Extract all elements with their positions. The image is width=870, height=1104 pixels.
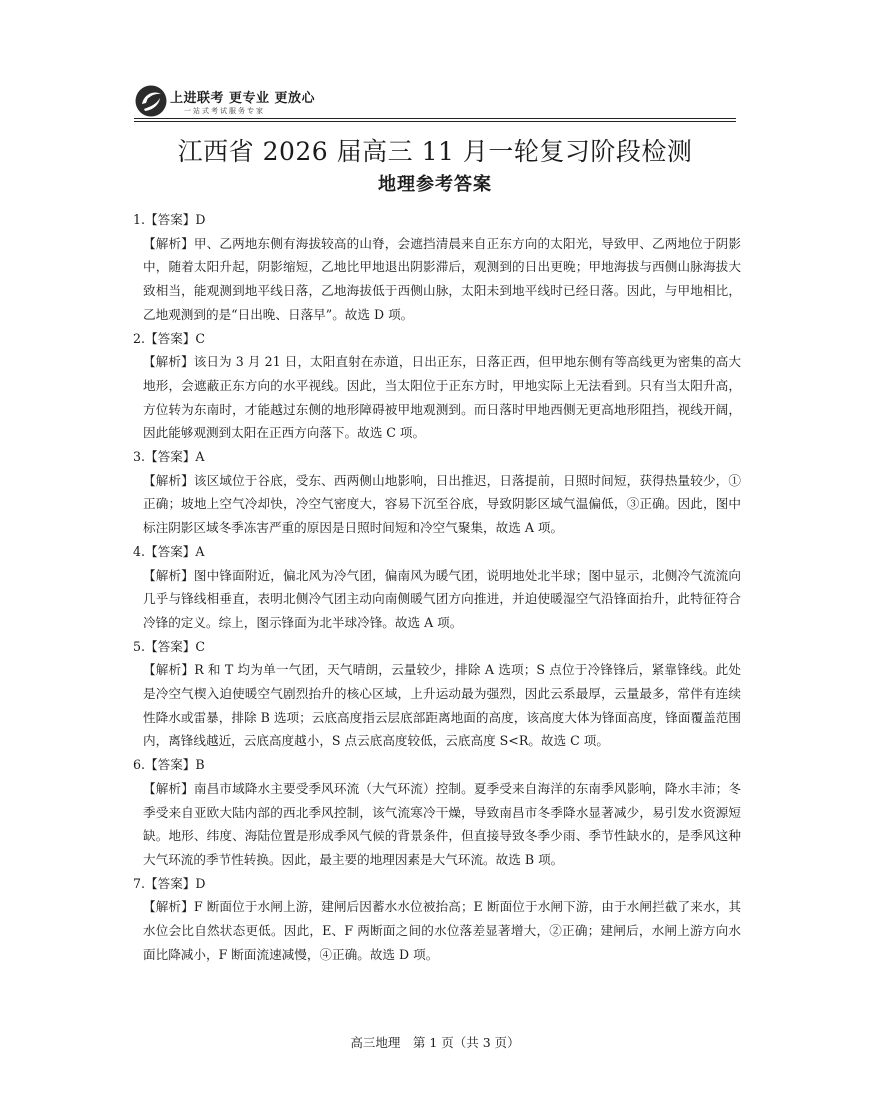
question-item-2 bbox=[133, 327, 741, 446]
answer-line: 2.【答案】C bbox=[133, 330, 206, 346]
answer-line: 3.【答案】A bbox=[133, 449, 205, 465]
explanation-text: 【解析】R 和 T 均为单一气团，天气晴朗，云量较少，排除 A 选项；S 点位于冷锋锋后，紧靠锋线。此处是冷空气楔入迫使暖空气剧烈抬升的核心区域，上升运动最为强烈，因此云系最厚，云量最多，常伴有连续性降水或雷暴，排除 B 选项；云底高度指云层底部距离地面的高度，该高度大体为锋面高度，锋面覆盖范围内，离锋线越近，云底高度越小，S 点云底高度较低，云底高度 S<R。故选 C 项。 bbox=[143, 662, 741, 749]
exam-title: 江西省 2026 届高三 11 月一轮复习阶段检测 bbox=[177, 137, 693, 166]
answer-line: 4.【答案】A bbox=[133, 543, 205, 559]
explanation-text: 【解析】图中锋面附近，偏北风为冷气团，偏南风为暖气团，说明地处北半球；图中显示，北侧冷气流流向几乎与锋线相垂直，表明北侧冷气团主动向南侧暖气团方向推进，并迫使暖湿空气沿锋面抬升，此特征符合冷锋的定义。综上，图示锋面为北半球冷锋。故选 A 项。 bbox=[143, 567, 741, 630]
publisher-slogan: 上进联考 更专业 更放心 bbox=[170, 91, 316, 106]
answer-list bbox=[133, 208, 741, 967]
publisher-logo-icon bbox=[134, 84, 168, 118]
answer-line: 6.【答案】B bbox=[133, 757, 205, 773]
answer-line: 7.【答案】D bbox=[133, 875, 206, 891]
publisher-subslogan: 一站式考试服务专家 bbox=[184, 107, 265, 115]
header-rule-thin bbox=[134, 121, 736, 122]
answer-line: 1.【答案】D bbox=[133, 212, 206, 227]
answer-line: 5.【答案】C bbox=[133, 638, 206, 654]
explanation-text: 【解析】甲、乙两地东侧有海拔较高的山脊，会遮挡清晨来自正东方向的太阳光，导致甲、乙两地位于阴影中，随着太阳升起，阴影缩短，乙地比甲地退出阴影滞后，观测到的日出更晚；甲地海拔与西侧山脉海拔大致相当，能观测到地平线日落，乙地海拔低于西侧山脉，太阳未到地平线时已经日落。因此，与甲地相比，乙地观测到的是“日出晚、日落早”。故选 D 项。 bbox=[143, 235, 741, 322]
document-subtitle: 地理参考答案 bbox=[378, 174, 492, 195]
question-item-7 bbox=[133, 872, 741, 967]
question-item-5 bbox=[133, 635, 741, 754]
explanation-text: 【解析】F 断面位于水闸上游，建闸后因蓄水水位被抬高；E 断面位于水闸下游，由于水闸拦截了来水，其水位会比自然状态更低。因此，E、F 两断面之间的水位落差显著增大，②正确；建闸后，水闸上游方向水面比降减小，F 断面流速减慢，④正确。故选 D 项。 bbox=[143, 899, 741, 962]
page-footer: 高三地理 第 1 页（共 3 页） bbox=[350, 1035, 520, 1050]
explanation-text: 【解析】南昌市域降水主要受季风环流（大气环流）控制。夏季受来自海洋的东南季风影响，降水丰沛；冬季受来自亚欧大陆内部的西北季风控制，该气流寒冷干燥，导致南昌市冬季降水显著减少，易引发水资源短缺。地形、纬度、海陆位置是形成季风气候的背景条件，但直接导致冬季少雨、季节性缺水的，是季风这种大气环流的季节性转换。因此，最主要的地理因素是大气环流。故选 B 项。 bbox=[143, 780, 741, 867]
explanation-text: 【解析】该区域位于谷底，受东、西两侧山地影响，日出推迟，日落提前，日照时间短，获得热量较少，①正确；坡地上空气冷却快，冷空气密度大，容易下沉至谷底，导致阴影区域气温偏低，③正确。因此，图中标注阴影区域冬季冻害严重的原因是日照时间短和冷空气聚集，故选 A 项。 bbox=[143, 472, 741, 536]
header-rule-thick bbox=[134, 118, 736, 119]
explanation-text: 【解析】该日为 3 月 21 日，太阳直射在赤道，日出正东，日落正西，但甲地东侧有等高线更为密集的高大地形，会遮蔽正东方向的水平视线。因此，当太阳位于正东方时，甲地实际上无法看到。只有当太阳升高，方位转为东南时，才能越过东侧的地形障碍被甲地观测到。而日落时甲地西侧无更高地形阻挡，视线开阔，因此能够观测到太阳在正西方向落下。故选 C 项。 bbox=[143, 354, 741, 441]
question-item-6 bbox=[133, 753, 741, 872]
question-item-3 bbox=[133, 445, 741, 540]
question-item-4 bbox=[133, 540, 741, 635]
question-item-1 bbox=[133, 208, 741, 327]
